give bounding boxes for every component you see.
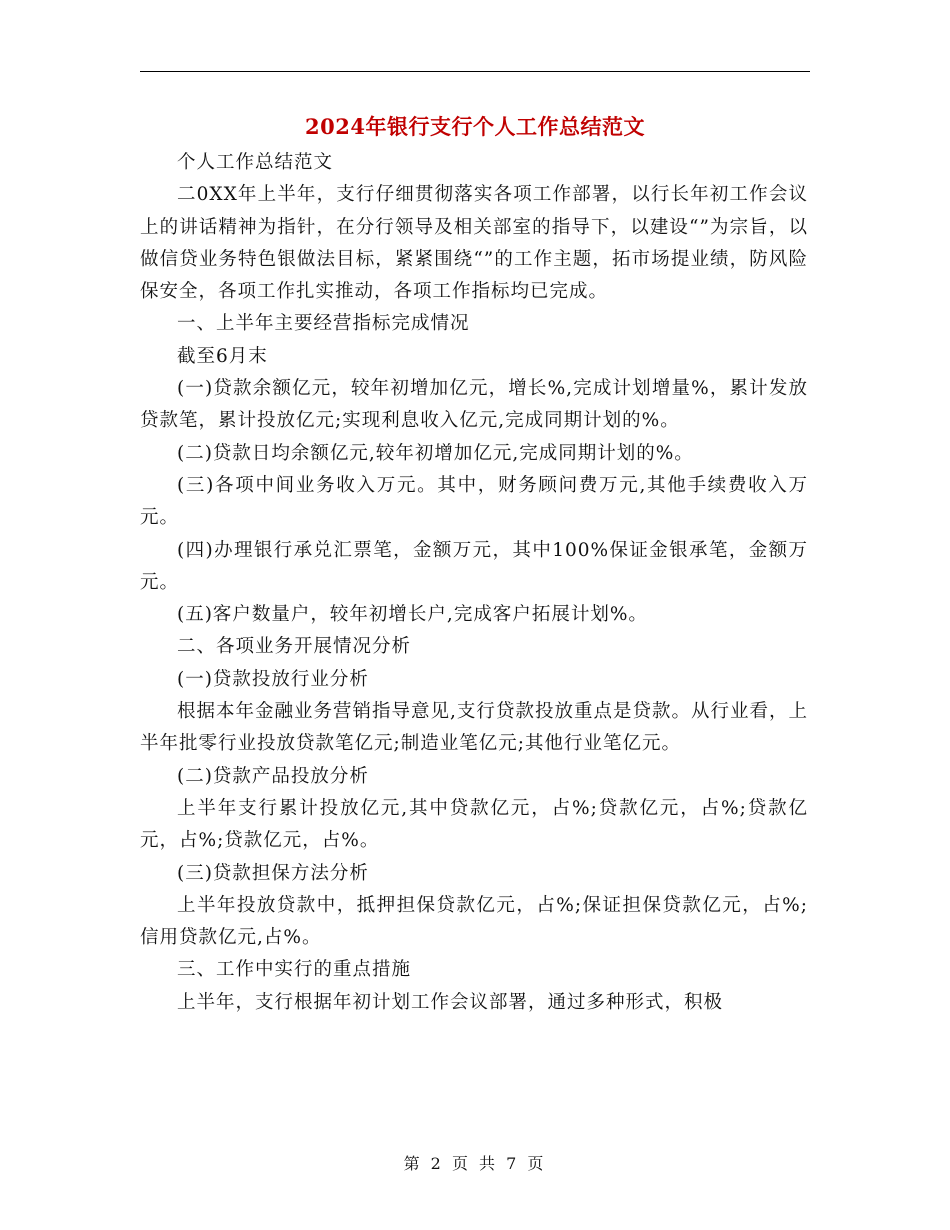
section-heading: 二、各项业务开展情况分析 (177, 636, 412, 658)
subsection-heading: (二)贷款产品投放分析 (177, 765, 369, 787)
section-heading: 三、工作中实行的重点措施 (177, 959, 412, 981)
subsection-heading: (三)贷款担保方法分析 (177, 862, 369, 884)
paragraph: (五)客户数量户，较年初增长户,完成客户拓展计划%。 (177, 604, 648, 626)
document-title: 2024年银行支行个人工作总结范文 (305, 114, 645, 139)
paragraph: 上半年支行累计投放亿元,其中贷款亿元，占%;贷款亿元，占%;贷款亿元，占%;贷款亿元，占%。 (140, 797, 808, 852)
paragraph: (一)贷款余额亿元，较年初增加亿元，增长%,完成计划增量%，累计发放贷款笔，累计投放亿元;实现利息收入亿元,完成同期计划的%。 (140, 378, 808, 432)
subsection-heading: (一)贷款投放行业分析 (177, 668, 369, 690)
section-heading: 一、上半年主要经营指标完成情况 (177, 313, 470, 335)
header-rule (140, 71, 810, 72)
paragraph: (二)贷款日均余额亿元,较年初增加亿元,完成同期计划的%。 (177, 442, 694, 464)
page-number: 第 2 页 共 7 页 (403, 1154, 547, 1173)
paragraph: 根据本年金融业务营销指导意见,支行贷款投放重点是贷款。从行业看，上半年批零行业投放贷款笔亿元;制造业笔亿元;其他行业笔亿元。 (140, 701, 808, 755)
paragraph: 二0XX年上半年，支行仔细贯彻落实各项工作部署，以行长年初工作会议上的讲话精神为指针，在分行领导及相关部室的指导下，以建设“”为宗旨，以做信贷业务特色银做法目标，紧紧围绕“”的工作主题，拓市场提业绩，防风险保安全，各项工作扎实推动，各项工作指标均已完成。 (140, 184, 808, 303)
paragraph: 上半年投放贷款中，抵押担保贷款亿元，占%;保证担保贷款亿元，占%;信用贷款亿元,占%。 (140, 894, 808, 949)
paragraph: (四)办理银行承兑汇票笔，金额万元，其中100%保证金银承笔，金额万元。 (140, 539, 808, 593)
paragraph: 个人工作总结范文 (177, 152, 334, 173)
paragraph: (三)各项中间业务收入万元。其中，财务顾问费万元,其他手续费收入万元。 (140, 474, 808, 529)
document-body (140, 147, 808, 1019)
paragraph: 上半年，支行根据年初计划工作会议部署，通过多种形式，积极 (177, 991, 724, 1013)
paragraph: 截至6月末 (177, 345, 268, 367)
